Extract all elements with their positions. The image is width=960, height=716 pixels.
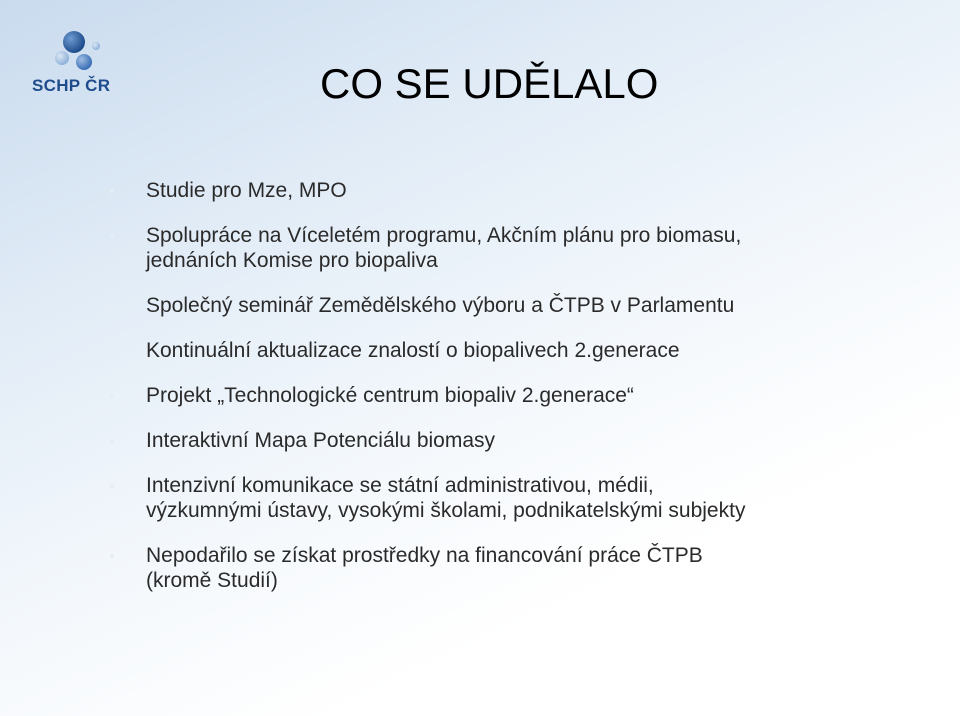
bullet-text: Studie pro Mze, MPO [146, 179, 347, 202]
bullet-dot-icon [110, 554, 114, 558]
bullet-dot-icon [110, 394, 114, 398]
bullet-item [108, 223, 928, 273]
bullet-item [108, 178, 928, 203]
bullet-dot-icon [110, 439, 114, 443]
bullet-text-continued: jednáních Komise pro biopaliva [146, 249, 438, 272]
bullet-text: Spolupráce na Víceletém programu, Akčním plánu pro biomasu, [146, 224, 742, 247]
bullet-item [108, 473, 928, 523]
schp-logo [30, 28, 130, 100]
bullet-dot-icon [110, 484, 114, 488]
bullet-dot-icon [110, 234, 114, 238]
bullet-item [108, 543, 928, 593]
bullet-text-continued: (kromě Studií) [146, 569, 278, 592]
bullet-dot-icon [110, 189, 114, 193]
bullet-text: Nepodařilo se získat prostředky na financování práce ČTPB [146, 544, 703, 567]
slide-title: CO SE UDĚLALO [320, 60, 659, 107]
bullet-text: Intenzivní komunikace se státní administrativou, médii, [146, 474, 654, 497]
molecule-icon [50, 28, 110, 76]
bullet-text: Interaktivní Mapa Potenciálu biomasy [146, 429, 496, 452]
bullet-text-continued: výzkumnými ústavy, vysokými školami, podnikatelskými subjekty [146, 499, 746, 522]
logo-text: SCHP ČR [32, 76, 111, 95]
bullet-text: Společný seminář Zemědělského výboru a ČTPB v Parlamentu [146, 294, 735, 317]
bullet-item [108, 338, 928, 363]
bullet-item [108, 383, 928, 408]
bullet-item [108, 293, 928, 318]
bullet-text: Projekt „Technologické centrum biopaliv 2.generace“ [146, 384, 634, 407]
bullet-dot-icon [110, 349, 114, 353]
bullet-text: Kontinuální aktualizace znalostí o biopalivech 2.generace [146, 339, 680, 362]
bullet-item [108, 428, 928, 453]
bullet-list [108, 178, 928, 613]
bullet-dot-icon [110, 304, 114, 308]
